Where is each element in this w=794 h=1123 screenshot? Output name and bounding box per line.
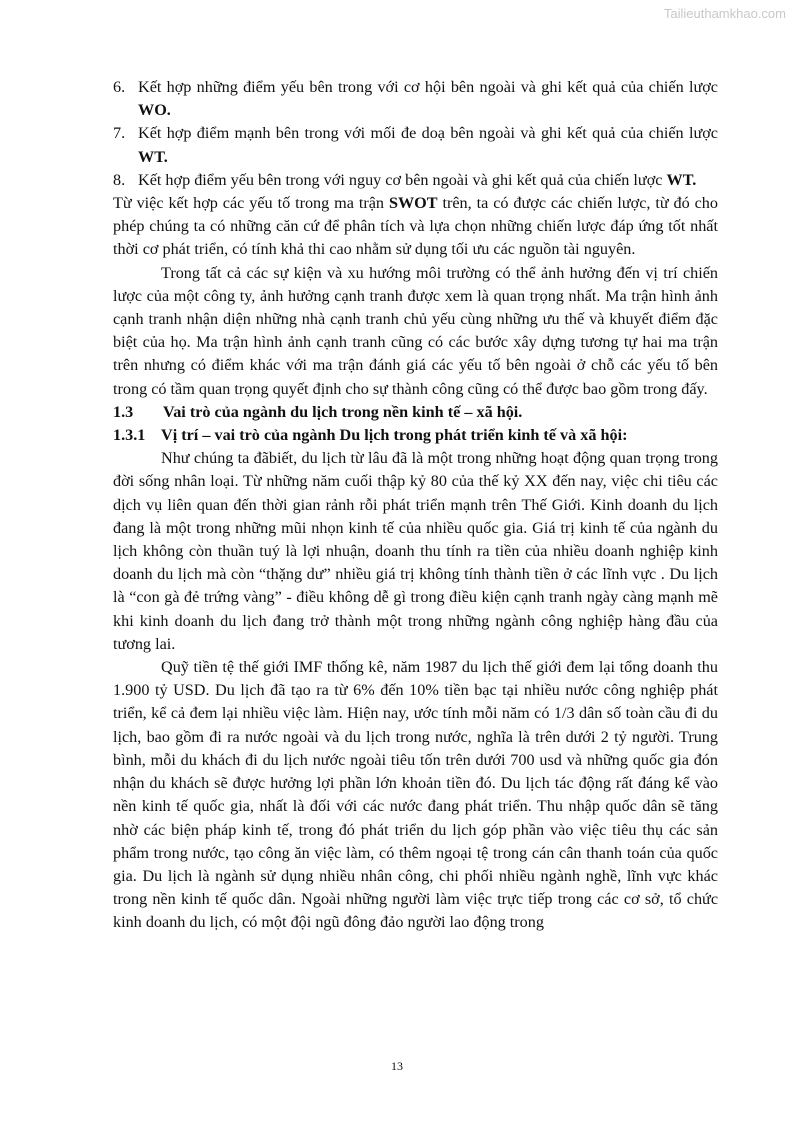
watermark: Tailieuthamkhao.com xyxy=(663,6,786,21)
list-item-text: Kết hợp những điểm yếu bên trong với cơ hội bên ngoài và ghi kết quả của chiến lược xyxy=(138,78,718,96)
paragraph-swot-term: SWOT xyxy=(388,194,438,213)
section-title: Vai trò của ngành du lịch trong nền kinh tế – xã hội. xyxy=(163,402,523,421)
paragraph-swot xyxy=(113,192,718,262)
section-title: Vị trí – vai trò của ngành Du lịch trong phát triển kinh tế và xã hội: xyxy=(161,426,628,445)
list-item xyxy=(113,76,718,122)
list-item xyxy=(113,122,718,168)
page-content xyxy=(113,76,718,935)
list-item-strategy: WT. xyxy=(138,147,168,166)
list-item xyxy=(113,169,718,192)
list-item-strategy: WT. xyxy=(666,170,697,189)
list-item-number: 8. xyxy=(113,170,126,189)
list-item-text: Kết hợp điểm mạnh bên trong với mối đe doạ bên ngoài và ghi kết quả của chiến lược xyxy=(138,124,718,143)
page-number: 13 xyxy=(391,1059,403,1073)
paragraph-competition: Trong tất cả các sự kiện và xu hướng môi trường có thể ảnh hưởng đến vị trí chiến lược của một công ty, ảnh hưởng cạnh tranh được xem là quan trọng nhất. Ma trận hình ảnh cạnh tranh nhận diện những nhà cạnh tranh chủ yếu cùng những ưu thế và khuyết điểm đặc biệt của họ. Ma trận hình ảnh cạnh tranh cũng có các bước xây dựng tương tự hai ma trận trên nhưng có điểm khác với ma trận đánh giá các yếu tố bên ngoài ở chỗ các yếu tố bên trong có tầm quan trọng quyết định cho sự thành công cũng có thể được bao gồm trong đấy. xyxy=(113,263,718,398)
paragraph-tourism-statistics: Quỹ tiền tệ thế giới IMF thống kê, năm 1987 du lịch thế giới đem lại tổng doanh thu 1.900 tỷ USD. Du lịch đã tạo ra từ 6% đến 10% tiền bạc tại nhiều nước công nghiệp phát triển, kể cả đem lại nhiều việc làm. Hiện nay, ước tính mỗi năm có 1/3 dân số toàn cầu đi du lịch, bao gồm đi ra nước ngoài và du lịch trong nước, nghĩa là trên dưới 2 tỷ người. Trung bình, mỗi du khách đi du lịch nước ngoài tiêu tốn trên dưới 700 usd và những quốc gia đón nhận du khách sẽ được hưởng lợi phần lớn khoản tiền đó. Du lịch tác động rất đáng kể vào nền kinh tế quốc gia, nhất là đối với các nước đang phát triển. Thu nhập quốc dân sẽ tăng nhờ các biện pháp kinh tế, trong đó phát triển du lịch góp phần vào việc tiêu thụ các sản phẩm trong nước, tạo công ăn việc làm, có thêm ngoại tệ trong cán cân thanh toán của quốc gia. Du lịch là ngành sử dụng nhiều nhân công, chi phối nhiều ngành nghề, lĩnh vực khác trong nền kinh tế quốc dân. Ngoài những người làm việc trực tiếp trong các cơ sở, tổ chức kinh doanh du lịch, có một đội ngũ đông đảo người lao động trong xyxy=(113,658,718,932)
paragraph-tourism-role: Như chúng ta đãbiết, du lịch từ lâu đã là một trong những hoạt động quan trọng trong đời sống nhân loại. Từ những năm cuối thập kỷ 80 của thế kỷ XX đến nay, việc chi tiêu các dịch vụ liên quan đến thời gian rảnh rỗi phát triển mạnh trên Thế Giới. Kinh doanh du lịch đang là một trong những mũi nhọn kinh tế của nhiều quốc gia. Giá trị kinh tế của ngành du lịch không còn thuần tuý là lợi nhuận, doanh thu tính ra tiền của nhiều doanh nghiệp kinh doanh du lịch mà còn “thặng dư” nhiều giá trị không tính thành tiền ở các lĩnh vực . Du lịch là “con gà đẻ trứng vàng” - điều không dễ gì trong điều kiện cạnh tranh ngày càng mạnh mẽ khi kinh doanh du lịch đang trở thành một trong những ngành công nghiệp hàng đầu của tương lai. xyxy=(113,449,718,653)
list-item-text: Kết hợp điểm yếu bên trong với nguy cơ bên ngoài và ghi kết quả của chiến lược xyxy=(138,170,667,189)
strategy-steps-list xyxy=(113,76,718,192)
section-heading-1-3 xyxy=(113,401,718,424)
list-item-number: 6. xyxy=(113,78,126,96)
section-number: 1.3.1 xyxy=(113,426,146,445)
section-number: 1.3 xyxy=(113,402,134,421)
list-item-strategy: WO. xyxy=(138,101,171,120)
paragraph-swot-after: trên, ta có được các chiến lược, từ đó cho phép chúng ta có những căn cứ để phân tích và lựa chọn những chiến lược đáp ứng tốt nhất thời cơ phát triển, có tính khả thi cao nhằm sử dụng tối ưu các nguồn tài nguyên. xyxy=(113,194,718,259)
paragraph-swot-before: Từ việc kết hợp các yếu tố trong ma trận xyxy=(113,194,389,213)
section-heading-1-3-1 xyxy=(113,424,718,447)
list-item-number: 7. xyxy=(113,124,126,143)
